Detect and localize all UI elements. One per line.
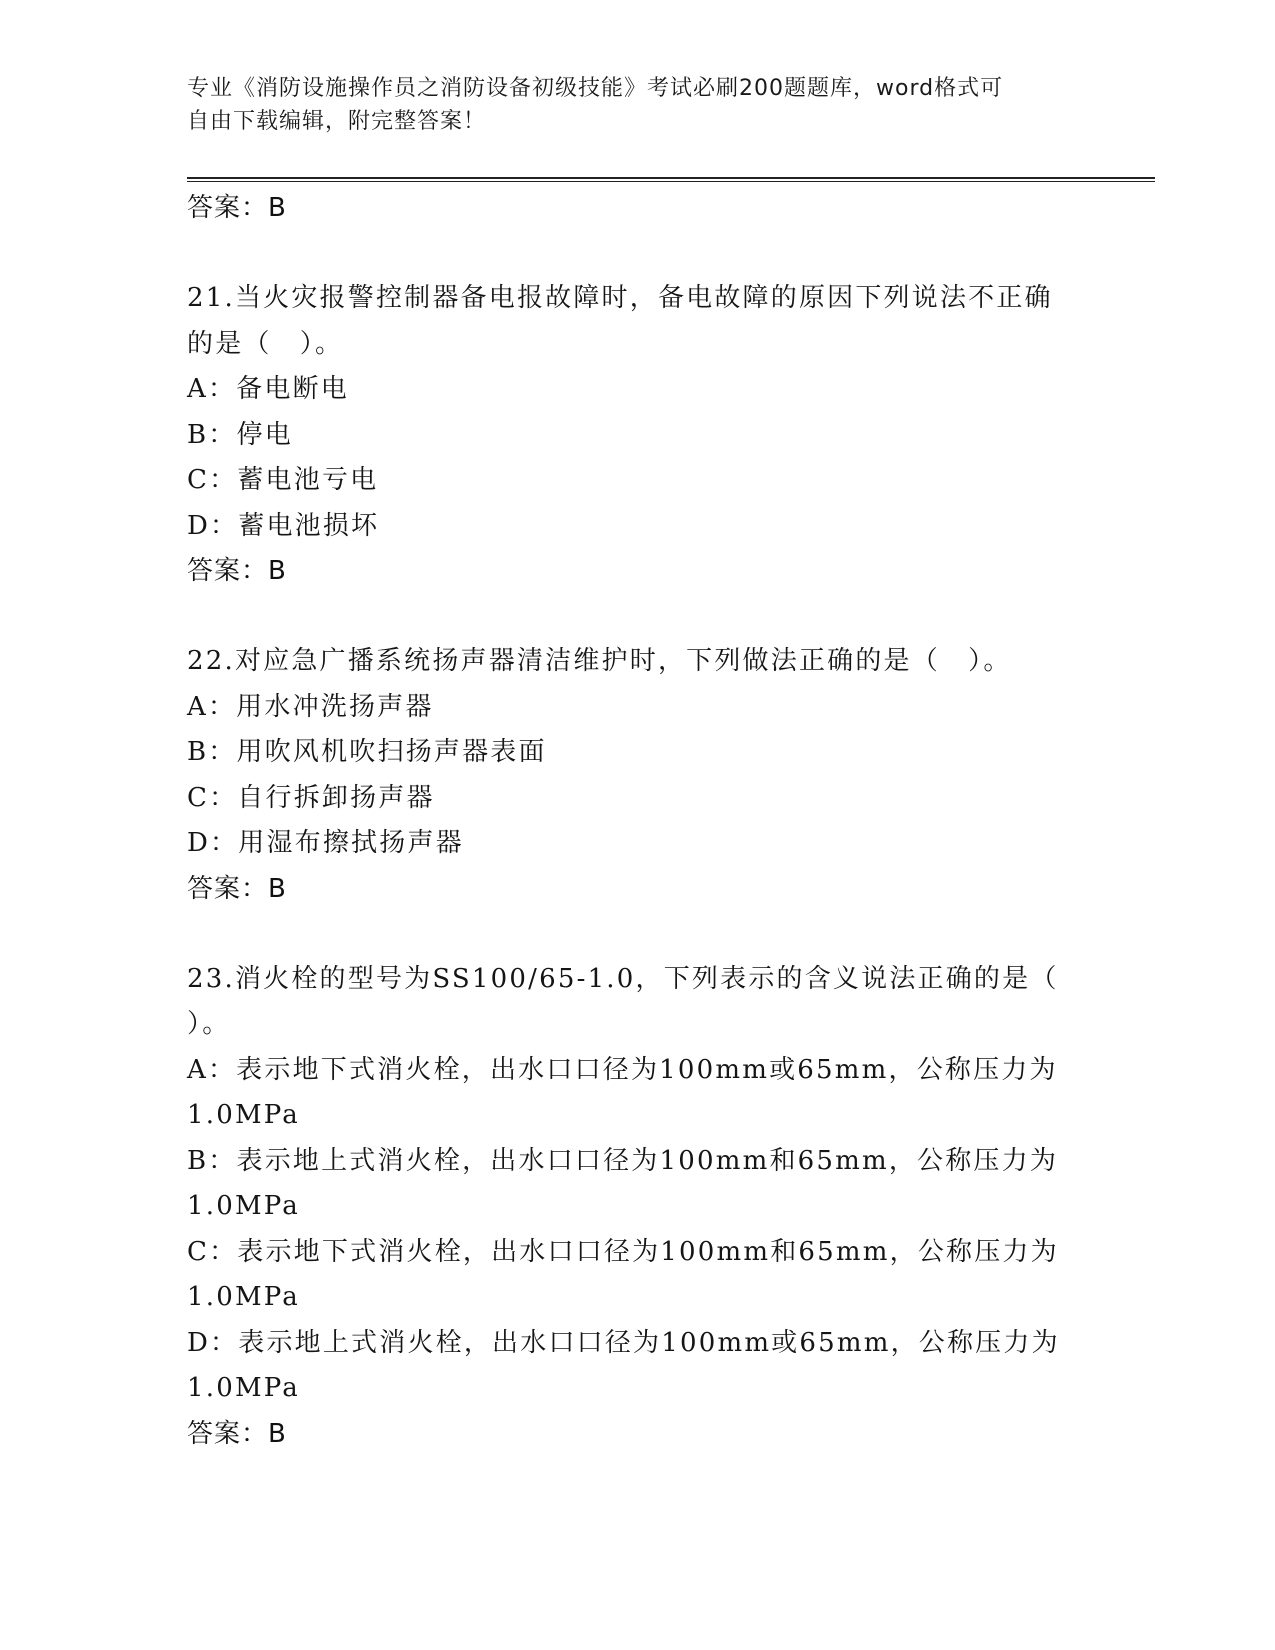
option-a: A：用水冲洗扬声器 xyxy=(187,691,434,722)
question-stem: 22.对应急广播系统扬声器清洁维护时，下列做法正确的是（ ）。 xyxy=(187,646,1012,676)
option-b: B：表示地上式消火栓，出水口口径为100mm和65mm，公称压力为 xyxy=(187,1145,1059,1176)
question-list xyxy=(187,186,1087,1457)
question-stem: 23.消火栓的型号为SS100/65-1.0，下列表示的含义说法正确的是（ xyxy=(187,963,1059,994)
header-line-1: 专业《消防设施操作员之消防设备初级技能》考试必刷200题题库，word格式可 xyxy=(187,76,1004,101)
option-b: B：用吹风机吹扫扬声器表面 xyxy=(187,737,547,767)
option-a-continued: 1.0MPa xyxy=(187,1100,300,1130)
answer: 答案：B xyxy=(187,873,287,904)
option-d: D：用湿布擦拭扬声器 xyxy=(187,828,464,858)
previous-answer: 答案：B xyxy=(187,193,287,223)
spacer xyxy=(187,912,1087,957)
answer: 答案：B xyxy=(187,556,287,586)
question-23 xyxy=(187,957,1087,1457)
option-a: A：备电断电 xyxy=(187,374,349,404)
page-header xyxy=(187,72,1067,138)
option-c: C：蓄电池亏电 xyxy=(187,465,379,495)
option-d-continued: 1.0MPa xyxy=(187,1373,300,1403)
option-b-continued: 1.0MPa xyxy=(187,1191,300,1221)
spacer xyxy=(187,594,1087,639)
question-22 xyxy=(187,639,1087,912)
header-line-2: 自由下载编辑，附完整答案！ xyxy=(187,109,487,134)
question-stem: ）。 xyxy=(187,1009,231,1039)
header-divider xyxy=(187,177,1155,182)
question-21 xyxy=(187,276,1087,594)
answer: 答案：B xyxy=(187,1418,287,1449)
option-c: C：表示地下式消火栓，出水口口径为100mm和65mm，公称压力为 xyxy=(187,1236,1059,1267)
spacer xyxy=(187,231,1087,276)
option-d: D：蓄电池损坏 xyxy=(187,510,380,541)
option-d: D：表示地上式消火栓，出水口口径为100mm或65mm，公称压力为 xyxy=(187,1327,1060,1358)
question-stem: 的是（ ）。 xyxy=(187,328,344,359)
option-c-continued: 1.0MPa xyxy=(187,1282,300,1312)
option-a: A：表示地下式消火栓，出水口口径为100mm或65mm，公称压力为 xyxy=(187,1054,1058,1085)
option-c: C：自行拆卸扬声器 xyxy=(187,782,435,813)
option-b: B：停电 xyxy=(187,419,293,450)
question-stem: 21.当火灾报警控制器备电报故障时，备电故障的原因下列说法不正确 xyxy=(187,283,1053,313)
